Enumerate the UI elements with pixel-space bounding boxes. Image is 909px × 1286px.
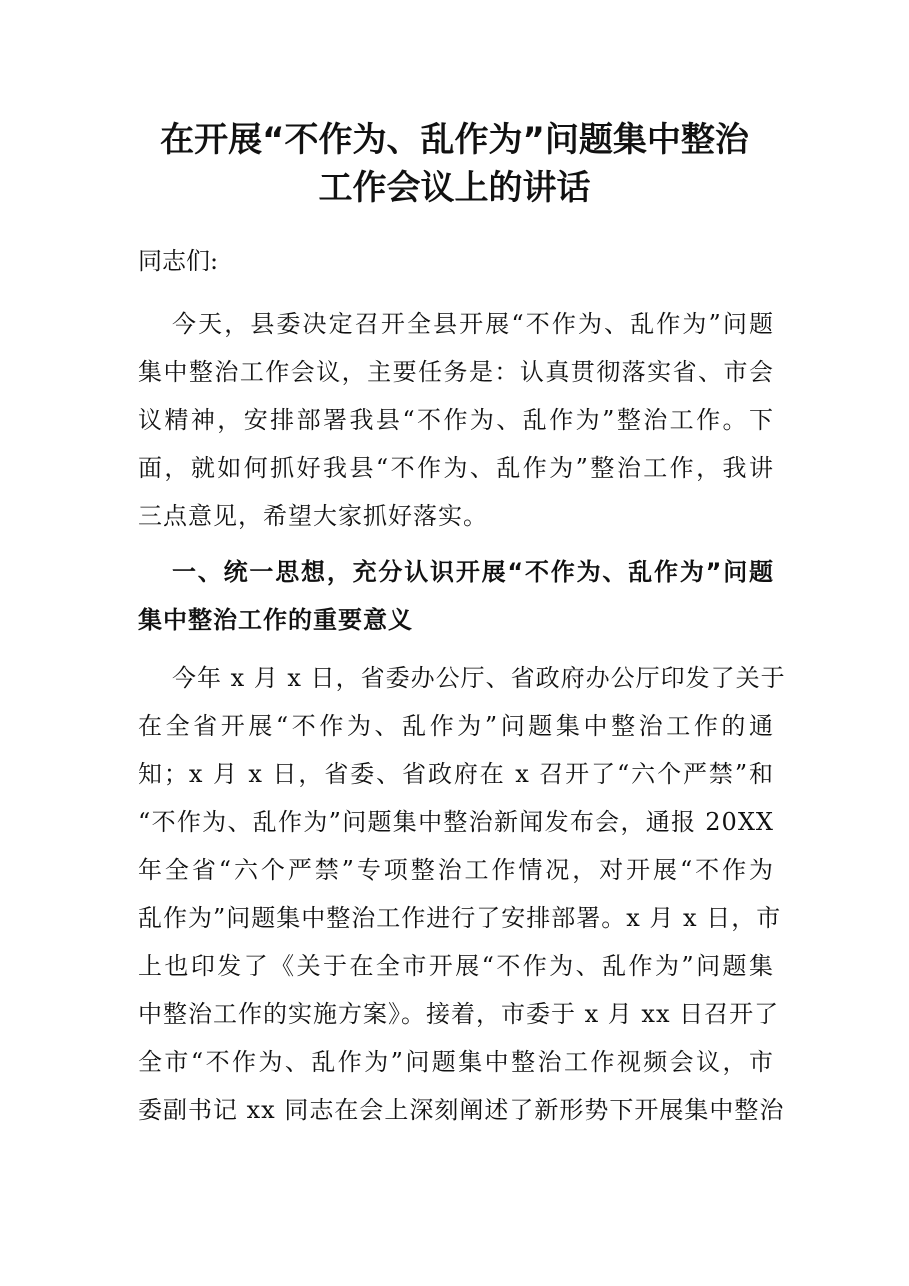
document-title-line-2: 工作会议上的讲话: [318, 168, 591, 208]
paragraph-intro: [138, 300, 774, 540]
paragraph-body: [138, 654, 786, 1134]
heading-line: 一、统一思想，充分认识开展“不作为、乱作为”问题: [172, 558, 774, 586]
heading-line: 集中整治工作的重要意义: [138, 606, 413, 634]
paragraph-line: 上也印发了《关于在全市开展“不作为、乱作为”问题集: [138, 952, 774, 980]
paragraph-line: 年全省“六个严禁”专项整治工作情况，对开展“不作为: [138, 856, 774, 884]
paragraph-line: 乱作为”问题集中整治工作进行了安排部署。x 月 x 日，市: [138, 904, 782, 932]
paragraph-line: 在全省开展“不作为、乱作为”问题集中整治工作的通: [138, 712, 774, 740]
paragraph-line: 今年 x 月 x 日，省委办公厅、省政府办公厅印发了关于: [172, 664, 786, 692]
paragraph-line: 面，就如何抓好我县“不作为、乱作为”整治工作，我讲: [138, 454, 774, 482]
paragraph-line: 议精神，安排部署我县“不作为、乱作为”整治工作。下: [138, 406, 774, 434]
paragraph-line: 中整治工作的实施方案》。接着，市委于 x 月 xx 日召开了: [138, 1000, 780, 1028]
paragraph-line: 三点意见，希望大家抓好落实。: [138, 502, 488, 530]
paragraph-line: 委副书记 xx 同志在会上深刻阐述了新形势下开展集中整治: [138, 1096, 785, 1124]
paragraph-line: 今天，县委决定召开全县开展“不作为、乱作为”问题: [172, 310, 774, 338]
document-title-line-1: 在开展“不作为、乱作为”问题集中整治: [160, 120, 749, 160]
paragraph-line: “不作为、乱作为”问题集中整治新闻发布会，通报 20XX: [138, 808, 774, 836]
section-heading-1: [138, 548, 774, 644]
paragraph-line: 全市“不作为、乱作为”问题集中整治工作视频会议，市: [138, 1048, 774, 1076]
paragraph-line: 集中整治工作会议，主要任务是：认真贯彻落实省、市会: [138, 358, 774, 386]
paragraph-line: 知；x 月 x 日，省委、省政府在 x 召开了“六个严禁”和: [138, 760, 774, 788]
salutation: 同志们:: [138, 247, 219, 275]
